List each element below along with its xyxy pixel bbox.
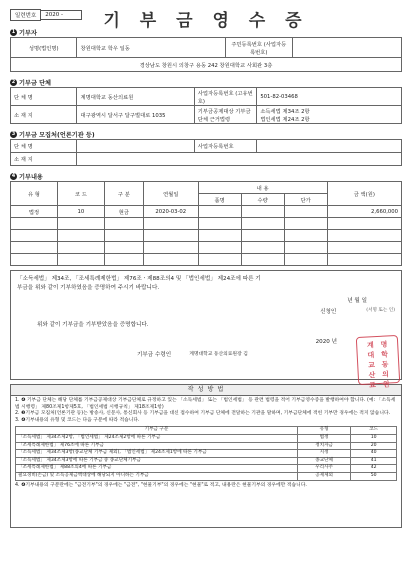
row-code: 10	[57, 206, 104, 218]
cert-line-2: 부금을 위와 같이 기부하였음을 증명하여 주시기 바랍니다.	[17, 285, 160, 291]
code-cell: 지정	[297, 450, 350, 458]
section-number-icon: 3	[11, 131, 16, 137]
row-unit	[284, 206, 327, 218]
org-name-label: 단 체 명	[11, 88, 77, 106]
section-title: 기부금 단체	[19, 80, 52, 87]
code-head-type: 유형	[297, 427, 350, 435]
serial-value: 2020 -	[41, 10, 82, 20]
donation-table	[10, 181, 402, 266]
code-cell: 공제제외	[297, 472, 350, 480]
collector-name-label: 단 체 명	[11, 140, 77, 153]
cert-date-2: 2020 년	[315, 339, 337, 345]
code-cell: 필요경비(손금) 및 소득공제금액대상에 해당되지 아니하는 기부금	[16, 472, 298, 480]
code-cell: 우리사주	[297, 465, 350, 473]
collector-bizno-label: 사업자등록번호	[194, 140, 257, 153]
collector-name-value	[77, 140, 194, 153]
guide-paragraph-1: 1. ❹ 기부금 단체는 해당 단체를 기부금공제대상 기부금단체로 규정하고 있는 「소득세법」 또는 「법인세법」 등 관련 법령을 적어 기부금영수증을 발행하여야 합니다. (예: 「소득세법 시행령」 제80조제1항제5호, 「법인세법 시행규칙」 제18조제1항)	[15, 398, 396, 410]
table-row	[16, 457, 397, 465]
code-cell: 「조세특례제한법」 제88조의4에 따른 기부금	[16, 465, 298, 473]
col-kind: 구 분	[104, 182, 143, 206]
org-basis-line-2: 법인세법 제24조 2항	[260, 116, 310, 123]
cert-line-1: 「소득세법」 제34조, 「조세특례제한법」 제76조ㆍ제88조의4 및 「법인세법」 제24조에 따른 기	[17, 276, 261, 282]
serial-label: 일련번호	[10, 9, 41, 21]
donor-regno-label: 주민등록번호 (사업자등록번호)	[226, 38, 292, 58]
sign-note: (서명 또는 인)	[366, 308, 395, 313]
col-date: 연월일	[143, 182, 198, 206]
cert-date: 년 월 일	[347, 298, 367, 304]
code-head-kind: 기부금 구분	[16, 427, 298, 435]
col-type: 유 형	[11, 182, 58, 206]
org-basis-line-1: 소득세법 제34조 2항	[260, 108, 310, 115]
table-row	[16, 434, 397, 442]
guide-paragraph-2: 2. ❸기부금 모집처(언론기관 등)는 방송사, 신문사, 통신회사 등 기부금을 대신 접수하여 기부금 단체에 전달하는 기관을 말하며, 기부금단체에 적힌 기부만 경우에는 적지 않습니다.	[15, 411, 391, 417]
org-name-value: 계명대학교 동산의료원	[77, 88, 194, 106]
receiver-value: 계명대학교 동산의료원장 김	[189, 352, 248, 357]
table-row	[11, 206, 402, 218]
col-content: 내 용	[198, 182, 327, 194]
code-cell: 「소득세법」 제34조제3항(종교단체 기부금 제외), 「법인세법」 제24조제1항에 따른 기부금	[16, 450, 298, 458]
row-amount: 2,660,000	[327, 206, 401, 218]
section-collector-heading	[10, 130, 402, 139]
receipt-page	[10, 8, 402, 573]
donor-regno-value	[292, 38, 401, 58]
row-kind: 현금	[104, 206, 143, 218]
section-content-heading	[10, 172, 402, 181]
col-amount: 금 액(원)	[327, 182, 401, 206]
collector-table	[10, 139, 402, 166]
receiver-label: 기부금 수령인	[137, 352, 172, 358]
section-title: 기부금 모집처(언론기관 등)	[19, 132, 95, 139]
code-cell: 「조세특례제한법」 제76조에 따른 기부금	[16, 442, 298, 450]
table-row	[16, 465, 397, 473]
org-addr-value: 대구광역시 달서구 달구벌대로 1035	[77, 106, 194, 124]
col-unit: 단가	[284, 194, 327, 206]
code-cell: 「소득세법」 제34조제3항에 따른 기부금 중 종교단체기부금	[16, 457, 298, 465]
code-cell: 40	[351, 450, 397, 458]
section-org-heading	[10, 78, 402, 87]
document-title: 기 부 금 영 수 증	[103, 11, 309, 31]
col-code: 코 드	[57, 182, 104, 206]
guide-block	[10, 395, 402, 528]
section-title: 기부자	[19, 30, 37, 37]
code-table	[15, 426, 397, 480]
table-row	[16, 442, 397, 450]
code-cell: 법정	[297, 434, 350, 442]
org-table	[10, 87, 402, 124]
section-number-icon: 4	[11, 173, 16, 179]
code-cell: 정치자금	[297, 442, 350, 450]
org-bizno-label: 사업자등록번호 (고유번호)	[194, 88, 257, 106]
row-type: 법정	[11, 206, 58, 218]
code-cell: 50	[351, 472, 397, 480]
code-cell: 10	[351, 434, 397, 442]
donor-name-label: 성명(법인명)	[11, 38, 77, 58]
section-number-icon: 1	[11, 29, 16, 35]
org-basis-label: 기부금공제대상 기부금단체 근거법령	[194, 106, 257, 124]
donor-table	[10, 37, 402, 72]
section-title: 기부내용	[19, 174, 43, 181]
table-row	[16, 450, 397, 458]
table-row	[11, 230, 402, 242]
col-qty: 수량	[241, 194, 284, 206]
table-row	[16, 472, 397, 480]
row-date: 2020-03-02	[143, 206, 198, 218]
code-cell: 「소득세법」 제34조제2항, 「법인세법」 제24조제2항에 따른 기부금	[16, 434, 298, 442]
cert-line-3: 위와 같이 기부금을 기부받았음을 증명합니다.	[37, 322, 149, 328]
guide-paragraph-3: 3. ❹기부내용의 유형 및 코드는 다음 구분에 따라 적습니다.	[15, 417, 140, 423]
collector-bizno-value	[257, 140, 402, 153]
code-head-code: 코드	[351, 427, 397, 435]
donor-name-value: 창원대학교 학우 일동	[77, 38, 226, 58]
code-cell: 20	[351, 442, 397, 450]
section-number-icon: 2	[11, 79, 16, 85]
donor-address: 경상남도 창원시 의창구 용동 242 창원대학교 사회관 3층	[11, 58, 402, 72]
row-item	[198, 206, 241, 218]
row-qty	[241, 206, 284, 218]
code-cell: 41	[351, 457, 397, 465]
org-addr-label: 소 재 지	[11, 106, 77, 124]
org-basis-value	[257, 106, 402, 124]
official-seal-stamp: 계 명 대 학 교 동 산 의 료 원	[356, 335, 400, 385]
code-cell: 종교단체	[297, 457, 350, 465]
org-bizno-value: 501-82-03468	[257, 88, 402, 106]
collector-addr-label: 소 재 지	[11, 153, 77, 166]
code-cell: 42	[351, 465, 397, 473]
table-row	[11, 218, 402, 230]
collector-addr-value	[77, 153, 402, 166]
table-row	[11, 254, 402, 266]
table-row	[11, 242, 402, 254]
guide-title: 작 성 방 법	[10, 384, 402, 395]
col-item: 품명	[198, 194, 241, 206]
applicant-label: 신청인	[320, 309, 337, 315]
guide-paragraph-4: 4. ❹기부내용의 구분란에는 "금전기부"의 경우에는 "금전", "현물기부"의 경우에는 "현물"로 적고, 내용란은 현물기부의 경우에만 적습니다.	[15, 482, 307, 488]
